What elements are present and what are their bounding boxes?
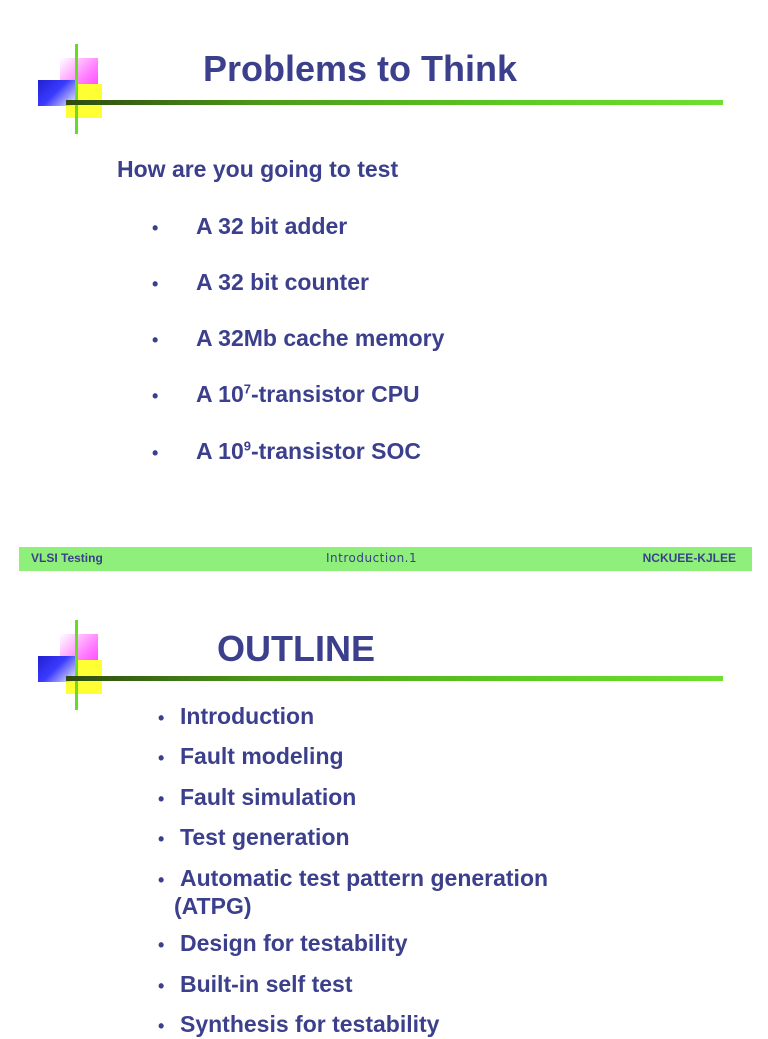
bullet-icon: • (152, 330, 159, 350)
list-item-text: Fault simulation (180, 784, 357, 810)
bullet-icon: • (158, 976, 165, 996)
title-rule (66, 676, 723, 681)
list-item (158, 743, 344, 771)
list-item (158, 865, 548, 919)
footer-center: Introduction.1 (326, 551, 418, 565)
list-item (158, 703, 314, 731)
bullet-icon: • (158, 1016, 165, 1036)
list-item (152, 269, 369, 296)
bullet-icon: • (158, 748, 165, 768)
list-item (158, 824, 350, 852)
bullet-icon: • (152, 274, 159, 294)
text-post: -transistor CPU (250, 381, 420, 407)
logo-vertical-line (75, 620, 78, 710)
slide-title: OUTLINE (217, 628, 375, 669)
list-item-text: Test generation (180, 824, 350, 850)
list-item (152, 325, 444, 352)
footer-right: NCKUEE-KJLEE (642, 551, 736, 565)
list-item-text: Synthesis for testability (180, 1011, 440, 1037)
bullet-icon: • (158, 708, 165, 728)
list-item-text: Built-in self test (180, 971, 353, 997)
bullet-icon: • (158, 789, 165, 809)
bullet-icon: • (158, 935, 165, 955)
slide-logo-icon (38, 620, 118, 720)
list-item-text: A 32 bit adder (196, 213, 348, 239)
text-pre: A 10 (196, 381, 244, 407)
list-item-text: Automatic test pattern generation (180, 865, 549, 891)
bullet-icon: • (152, 386, 159, 406)
list-item-text (196, 381, 420, 408)
superscript: 9 (243, 438, 251, 454)
list-item-continuation: (ATPG) (174, 893, 252, 919)
footer-left: VLSI Testing (31, 551, 103, 565)
list-item (152, 213, 347, 240)
bullet-icon: • (152, 443, 159, 463)
title-rule (66, 100, 723, 105)
list-item (158, 930, 407, 958)
list-item (152, 381, 420, 408)
text-pre: A 10 (196, 438, 244, 464)
slide-footer (19, 547, 752, 571)
bullet-icon: • (152, 218, 159, 238)
list-item (152, 438, 421, 465)
list-item-text: A 32Mb cache memory (196, 325, 445, 351)
logo-vertical-line (75, 44, 78, 134)
list-item (158, 1011, 439, 1039)
list-item-text: Fault modeling (180, 743, 344, 769)
slide-lead-text: How are you going to test (117, 156, 399, 182)
list-item (158, 971, 353, 999)
superscript: 7 (243, 381, 251, 397)
list-item-text: Introduction (180, 703, 315, 729)
slide-logo-icon (38, 44, 118, 144)
list-item-text (196, 438, 421, 465)
list-item-text: A 32 bit counter (196, 269, 369, 295)
list-item (158, 784, 356, 812)
bullet-icon: • (158, 870, 165, 890)
bullet-icon: • (158, 829, 165, 849)
list-item-text: Design for testability (180, 930, 408, 956)
text-post: -transistor SOC (250, 438, 421, 464)
slide-title: Problems to Think (203, 48, 518, 89)
